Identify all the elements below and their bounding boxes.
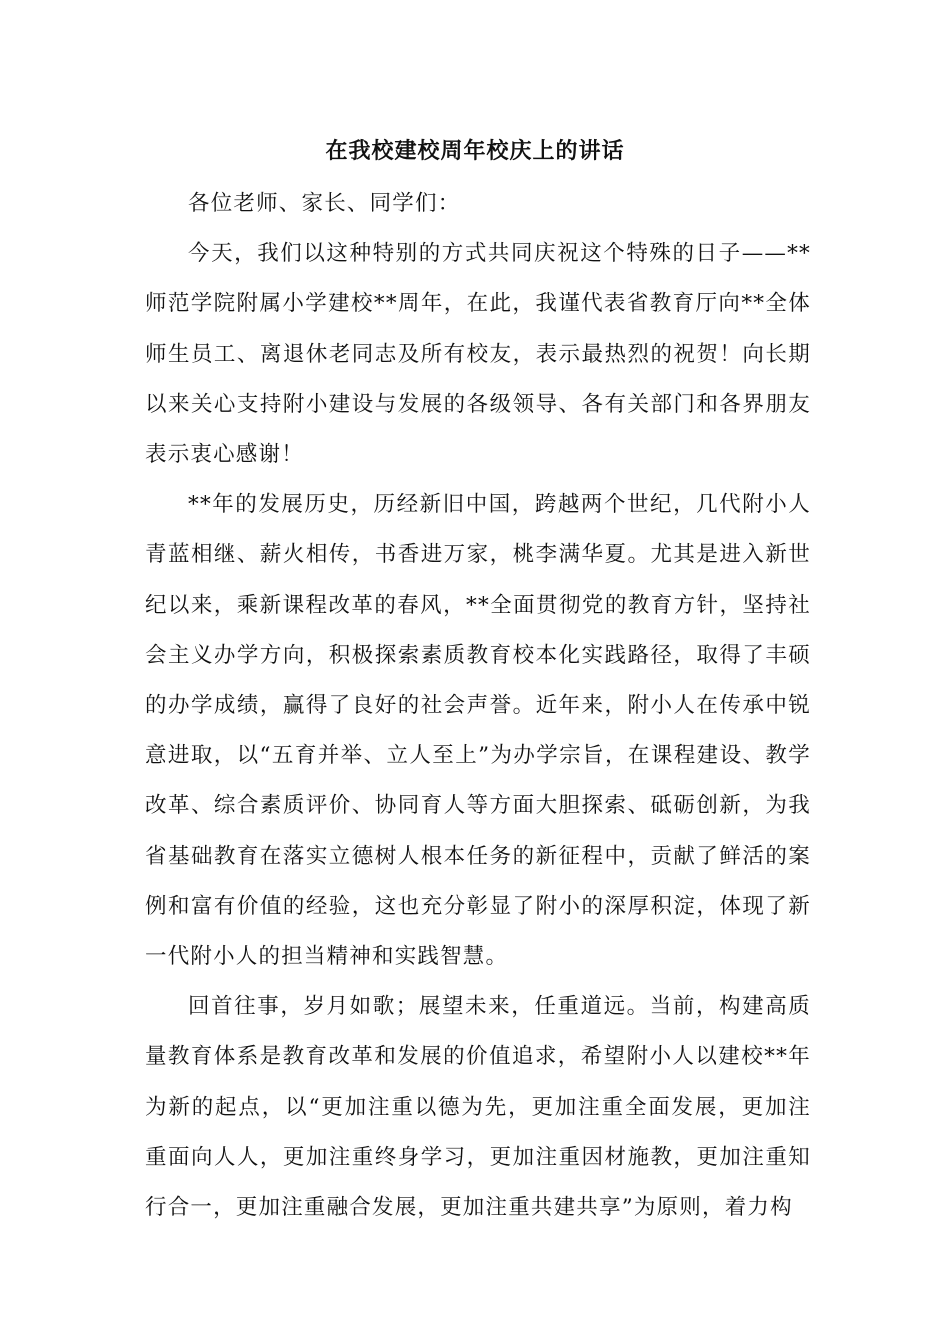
salutation-paragraph: 各位老师、家长、同学们： bbox=[188, 191, 461, 216]
document-body bbox=[145, 179, 811, 1233]
body-paragraph: **年的发展历史，历经新旧中国，跨越两个世纪，几代附小人青蓝相继、薪火相传，书香进万家，桃李满华夏。尤其是进入新世纪以来，乘新课程改革的春风，**全面贯彻党的教育方针，坚持社会主义办学方向，积极探索素质教育校本化实践路径，取得了丰硕的办学成绩，赢得了良好的社会声誉。近年来，附小人在传承中锐意进取，以“五育并举、立人至上”为办学宗旨，在课程建设、教学改革、综合素质评价、协同育人等方面大胆探索、砥砺创新，为我省基础教育在落实立德树人根本任务的新征程中，贡献了鲜活的案例和富有价值的经验，这也充分彰显了附小的深厚积淀，体现了新一代附小人的担当精神和实践智慧。 bbox=[145, 492, 811, 970]
body-paragraph: 今天，我们以这种特别的方式共同庆祝这个特殊的日子——**师范学院附属小学建校**周年，在此，我谨代表省教育厅向**全体师生员工、离退休老同志及所有校友，表示最热烈的祝贺！向长期以来关心支持附小建设与发展的各级领导、各有关部门和各界朋友表示衷心感谢！ bbox=[145, 241, 811, 468]
document-title: 在我校建校周年校庆上的讲话 bbox=[325, 139, 625, 164]
body-paragraph: 回首往事，岁月如歌；展望未来，任重道远。当前，构建高质量教育体系是教育改革和发展的价值追求，希望附小人以建校**年为新的起点，以“更加注重以德为先，更加注重全面发展，更加注重面向人人，更加注重终身学习，更加注重因材施教，更加注重知行合一，更加注重融合发展，更加注重共建共享”为原则，着力构 bbox=[145, 994, 811, 1221]
